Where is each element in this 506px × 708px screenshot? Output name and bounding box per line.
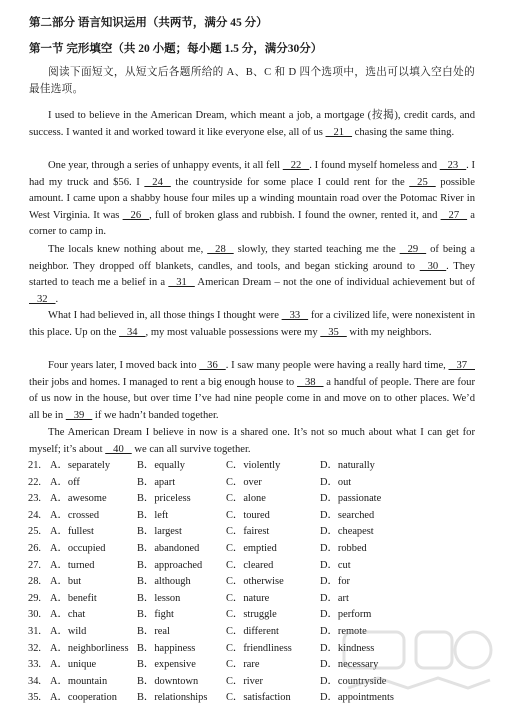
passage-text: of being a neighbor. They dropped off blankets, candles, and tools, and began sticking around to: [29, 244, 475, 272]
passage-text: Four years later, I moved back into: [48, 360, 200, 371]
option-a: A．chat: [50, 609, 86, 621]
option-row-22: [28, 475, 488, 492]
option-c: C．nature: [226, 592, 270, 604]
option-d: D．naturally: [320, 460, 375, 471]
option-b: B．relationships: [137, 692, 208, 704]
passage-text: One year, through a series of unhappy events, it all fell: [48, 160, 283, 171]
option-d: D．remote: [320, 625, 367, 637]
option-row-26: [28, 541, 488, 558]
option-row-21: [28, 458, 488, 475]
option-a: A．wild: [50, 625, 87, 637]
option-b: B．abandoned: [137, 542, 200, 554]
option-d: D．countryside: [320, 675, 387, 687]
passage-text: . I saw many people were having a really hard time,: [225, 360, 449, 371]
option-c: C．violently: [226, 460, 281, 471]
option-b: B．largest: [137, 526, 182, 538]
option-d: D．cheapest: [320, 526, 374, 538]
question-number: 28.: [28, 576, 41, 588]
question-number: 34.: [28, 675, 41, 687]
option-a: A．separately: [50, 460, 111, 471]
option-b: B．priceless: [137, 493, 191, 505]
instruction-text: [29, 65, 475, 98]
question-number: 26.: [28, 542, 41, 554]
option-b: B．apart: [137, 476, 176, 488]
option-b: B．downtown: [137, 675, 199, 687]
option-a: A．cooperation: [50, 692, 117, 704]
blank-35: 35: [320, 326, 347, 338]
option-b: B．left: [137, 509, 169, 521]
option-a: A．neighborliness: [50, 642, 129, 654]
option-d: D．perform: [320, 609, 372, 621]
passage-text: chasing the same thing.: [352, 126, 455, 138]
option-row-24: [28, 508, 488, 525]
option-d: D．for: [320, 576, 351, 588]
question-number: 31.: [28, 625, 41, 637]
section-title: 第二部分 语言知识运用（共两节，满分 45 分）: [29, 17, 268, 29]
blank-32: 32: [29, 293, 56, 305]
watermark-logo: [338, 626, 498, 706]
question-number: 27.: [28, 559, 41, 571]
option-c: C．alone: [226, 493, 266, 505]
option-b: B．although: [137, 576, 191, 588]
option-b: B．real: [137, 625, 170, 637]
option-d: D．searched: [320, 509, 375, 521]
option-c: C．rare: [226, 659, 260, 671]
passage-text: , full of broken glass and rubbish. I found the owner, rented it, and: [149, 209, 441, 221]
passage-text: if we hadn’t banded together.: [92, 409, 219, 421]
option-row-27: [28, 558, 488, 575]
blank-22: 22: [282, 160, 310, 171]
passage-paragraph-2: [29, 158, 475, 241]
option-b: B．happiness: [137, 642, 196, 654]
option-d: D．kindness: [320, 642, 375, 654]
question-number: 25.: [28, 526, 41, 538]
question-number: 22.: [28, 476, 41, 488]
blank-33: 33: [281, 310, 309, 321]
passage-text: American Dream – not the one of individual achievement but of: [194, 277, 475, 289]
option-c: C．over: [226, 476, 262, 488]
blank-40: 40: [105, 443, 132, 455]
passage-paragraph-4: [29, 308, 475, 341]
passage-text: The American Dream I believe in now is a shared one. It’s not so much about what I can get for myself; it’s about: [29, 427, 475, 455]
option-c: C．different: [226, 625, 279, 637]
blank-30: 30: [419, 260, 447, 272]
option-d: D．out: [320, 476, 352, 488]
blank-34: 34: [119, 326, 146, 338]
passage-text: .: [55, 293, 59, 305]
option-b: B．equally: [137, 460, 185, 471]
option-a: A．unique: [50, 659, 97, 671]
passage-text: slowly, they started teaching me the: [233, 244, 400, 255]
option-b: B．lesson: [137, 592, 181, 604]
question-number: 21.: [28, 460, 41, 471]
blank-21: 21: [325, 126, 353, 138]
blank-29: 29: [399, 244, 427, 255]
option-c: C．otherwise: [226, 576, 284, 588]
blank-39: 39: [65, 409, 93, 421]
option-d: D．appointments: [320, 692, 394, 704]
option-a: A．awesome: [50, 493, 107, 505]
question-number: 23.: [28, 493, 41, 505]
option-c: C．fairest: [226, 526, 270, 538]
passage-text: the countryside for some place I could rent for the: [170, 176, 410, 188]
blank-38: 38: [297, 376, 324, 388]
option-c: C．river: [226, 675, 263, 687]
passage-text: we can all survive together.: [131, 443, 251, 455]
passage-text: , my most valuable possessions were my: [145, 326, 321, 338]
option-row-23: [28, 491, 488, 508]
option-d: D．art: [320, 592, 349, 604]
option-d: D．robbed: [320, 542, 367, 554]
passage-text: . I had my truck and $56. I: [29, 160, 476, 188]
option-a: A．turned: [50, 559, 95, 571]
option-c: C．friendliness: [226, 642, 292, 654]
option-d: D．cut: [320, 559, 351, 571]
option-d: D．necessary: [320, 659, 379, 671]
option-a: A．but: [50, 576, 82, 588]
option-d: D．passionate: [320, 493, 382, 505]
passage-text: with my neighbors.: [346, 326, 432, 338]
option-row-30: [28, 607, 488, 624]
blank-28: 28: [207, 244, 234, 255]
option-a: A．benefit: [50, 592, 97, 604]
option-c: C．struggle: [226, 609, 277, 621]
option-a: A．crossed: [50, 509, 100, 521]
option-c: C．satisfaction: [226, 692, 291, 704]
passage-text: for a civilized life, were nonexistent in this place. Up on the: [29, 310, 475, 338]
option-a: A．fullest: [50, 526, 94, 538]
passage-text: a corner to camp in.: [29, 209, 475, 238]
passage-paragraph-6: [29, 425, 475, 458]
passage-text: I used to believe in the American Dream, which meant a job, a mortgage (按揭), credit cards, and success. I wanted it and worked toward it like everyone else, all of us: [29, 110, 475, 138]
question-number: 30.: [28, 609, 41, 621]
blank-31: 31: [168, 277, 195, 289]
question-number: 32.: [28, 642, 41, 654]
passage-text: a handful of people. There are four of us now in the house, but over time I’ve had nine people come in and move on to other places. We’d all be in: [29, 376, 476, 421]
option-row-28: [28, 574, 488, 591]
question-number: 33.: [28, 659, 41, 671]
blank-24: 24: [144, 176, 171, 188]
question-number: 35.: [28, 692, 41, 704]
option-b: B．fight: [137, 609, 174, 621]
instruction-label: 阅读下面短文，从短文后各题所给的 A、B、C 和 D 四个选项中，选出可以填入空白处的最佳选项。: [29, 67, 475, 95]
subsection-title: 第一节 完形填空（共 20 小题；每小题 1.5 分，满分30分）: [29, 43, 323, 55]
passage-text: . They started to teach me a belief in a: [29, 260, 475, 289]
option-row-29: [28, 591, 488, 608]
blank-27: 27: [440, 209, 468, 221]
blank-37: 37: [448, 360, 475, 371]
passage-text: . I found myself homeless and: [309, 160, 440, 171]
option-c: C．emptied: [226, 542, 277, 554]
passage-paragraph-3: [29, 242, 475, 308]
passage-text: their jobs and homes. I managed to rent a big enough house to: [29, 376, 298, 388]
option-c: C．cleared: [226, 559, 274, 571]
option-c: C．toured: [226, 509, 270, 521]
blank-26: 26: [122, 209, 150, 221]
question-number: 29.: [28, 592, 41, 604]
option-a: A．mountain: [50, 675, 108, 687]
passage-text: The locals knew nothing about me,: [48, 244, 208, 255]
passage-text: possible amount. I came upon a shabby house four miles up a winding mountain road over the Potomac River in West Virginia. It was: [29, 176, 476, 221]
blank-25: 25: [409, 176, 436, 188]
option-row-25: [28, 524, 488, 541]
blank-36: 36: [199, 360, 226, 371]
passage-text: What I had believed in, all those things I thought were: [48, 310, 282, 321]
option-b: B．expensive: [137, 659, 196, 671]
passage-paragraph-5: [29, 358, 475, 424]
blank-23: 23: [439, 160, 467, 171]
option-b: B．approached: [137, 559, 203, 571]
option-a: A．occupied: [50, 542, 106, 554]
passage-paragraph-1: [29, 108, 475, 141]
option-a: A．off: [50, 476, 80, 488]
question-number: 24.: [28, 509, 41, 521]
